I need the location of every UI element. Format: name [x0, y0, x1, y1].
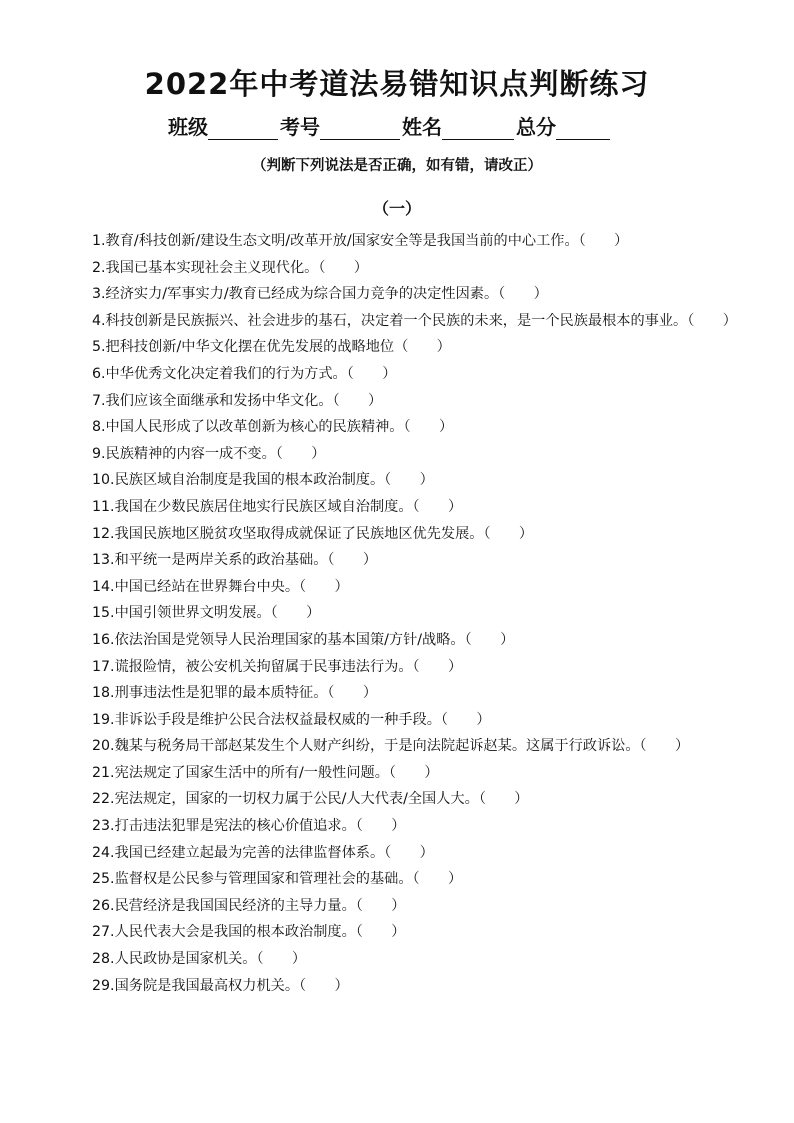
class-blank[interactable]: [208, 119, 278, 140]
question-item: 8.中国人民形成了以改革创新为核心的民族精神。（ ）: [92, 419, 454, 436]
question-item: 18.刑事违法性是犯罪的最本质特征。（ ）: [92, 685, 378, 702]
question-item: 6.中华优秀文化决定着我们的行为方式。（ ）: [92, 365, 397, 382]
question-item: 2.我国已基本实现社会主义现代化。（ ）: [92, 259, 369, 276]
score-label: 总分: [516, 115, 556, 139]
question-item: 5.把科技创新/中华文化摆在优先发展的战略地位（ ）: [92, 339, 451, 356]
exam-no-label: 考号: [280, 115, 320, 139]
question-item: 7.我们应该全面继承和发扬中华文化。（ ）: [92, 392, 383, 409]
score-blank[interactable]: [556, 119, 610, 140]
question-item: 24.我国已经建立起最为完善的法律监督体系。（ ）: [92, 844, 434, 861]
question-item: 15.中国引领世界文明发展。（ ）: [92, 605, 321, 622]
question-item: 21.宪法规定了国家生活中的所有/一般性问题。（ ）: [92, 764, 439, 781]
question-item: 22.宪法规定，国家的一切权力属于公民/人大代表/全国人大。（ ）: [92, 791, 529, 808]
question-item: 9.民族精神的内容一成不变。（ ）: [92, 445, 326, 462]
question-item: 11.我国在少数民族居住地实行民族区域自治制度。（ ）: [92, 498, 463, 515]
question-item: 25.监督权是公民参与管理国家和管理社会的基础。（ ）: [92, 871, 463, 888]
question-item: 14.中国已经站在世界舞台中央。（ ）: [92, 578, 349, 595]
question-item: 3.经济实力/军事实力/教育已经成为综合国力竞争的决定性因素。（ ）: [92, 286, 548, 303]
name-label: 姓名: [402, 115, 442, 139]
question-list: [60, 228, 736, 999]
question-item: 20.魏某与税务局干部赵某发生个人财产纠纷，于是向法院起诉赵某。这属于行政诉讼。（ ）: [92, 738, 690, 755]
class-label: 班级: [168, 115, 208, 139]
question-item: 13.和平统一是两岸关系的政治基础。（ ）: [92, 552, 378, 569]
page-title: 2022年中考道法易错知识点判断练习: [144, 67, 650, 101]
student-info-line: [168, 111, 612, 140]
exam-no-blank[interactable]: [320, 119, 400, 140]
question-item: 23.打击违法犯罪是宪法的核心价值追求。（ ）: [92, 818, 406, 835]
question-item: 1.教育/科技创新/建设生态文明/改革开放/国家安全等是我国当前的中心工作。（ ）: [92, 233, 629, 249]
section-heading: （一）: [372, 199, 421, 218]
question-item: 28.人民政协是国家机关。（ ）: [92, 951, 307, 968]
question-item: 4.科技创新是民族振兴、社会进步的基石，决定着一个民族的未来，是一个民族最根本的事业。（ ）: [92, 312, 737, 329]
question-item: 16.依法治国是党领导人民治理国家的基本国策/方针/战略。（ ）: [92, 631, 515, 648]
question-item: 19.非诉讼手段是维护公民合法权益最权威的一种手段。（ ）: [92, 711, 491, 728]
question-item: 17.谎报险情，被公安机关拘留属于民事违法行为。（ ）: [92, 658, 463, 675]
question-item: 29.国务院是我国最高权力机关。（ ）: [92, 977, 349, 994]
question-item: 12.我国民族地区脱贫攻坚取得成就保证了民族地区优先发展。（ ）: [92, 525, 534, 542]
question-item: 26.民营经济是我国国民经济的主导力量。（ ）: [92, 897, 406, 914]
instruction-text: （判断下列说法是否正确，如有错，请改正）: [252, 157, 542, 174]
question-item: 27.人民代表大会是我国的根本政治制度。（ ）: [92, 924, 406, 941]
name-blank[interactable]: [442, 119, 514, 140]
question-item: 10.民族区域自治制度是我国的根本政治制度。（ ）: [92, 472, 434, 489]
